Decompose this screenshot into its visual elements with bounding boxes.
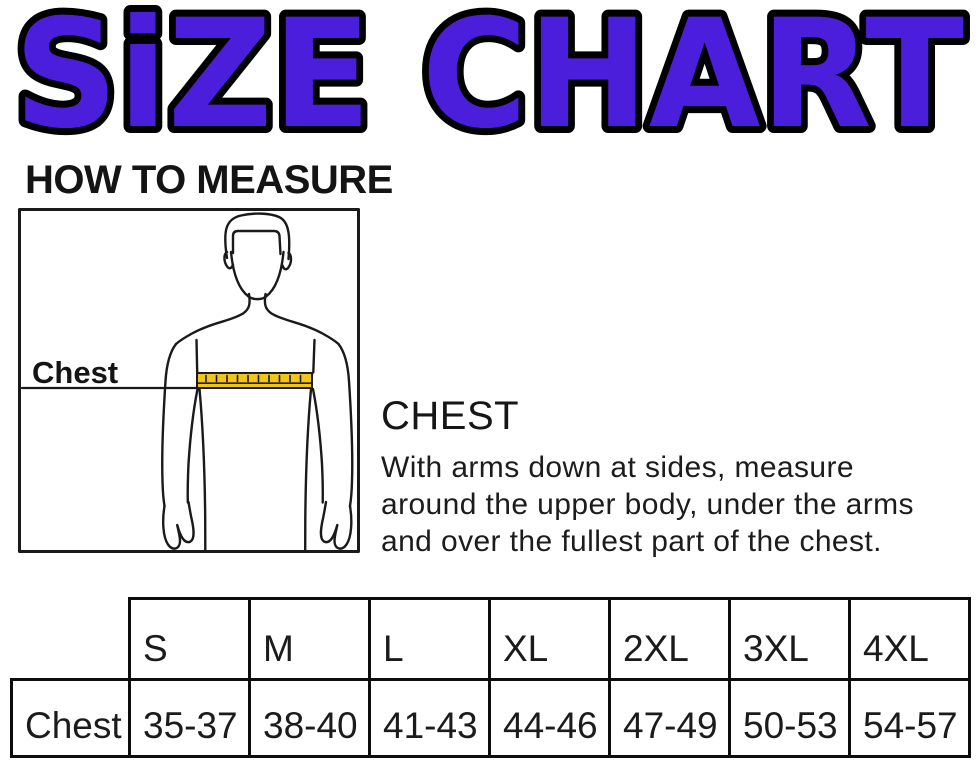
male-torso-figure-icon [18,208,360,553]
chest-section-description [381,449,914,560]
header-size-l: L [370,599,490,680]
table-header-row [12,599,970,680]
header-size-2xl: 2XL [610,599,730,680]
size-chart-title-art [0,0,978,152]
description-line-3: and over the fullest part of the chest. [381,525,882,558]
right-chest-edge [313,340,314,373]
table-chest-row [12,680,970,757]
chest-value-xl: 44-46 [490,680,610,757]
header-size-3xl: 3XL [730,599,850,680]
row-label-chest: Chest [12,680,130,757]
chest-value-m: 38-40 [250,680,370,757]
chest-value-l: 41-43 [370,680,490,757]
description-line-2: around the upper body, under the arms [381,488,914,521]
description-line-1: With arms down at sides, measure [381,451,854,484]
chest-value-s: 35-37 [130,680,250,757]
size-table-container [10,597,971,758]
header-size-m: M [250,599,370,680]
chest-value-2xl: 47-49 [610,680,730,757]
chest-diagram-label: Chest [32,355,119,390]
measure-diagram [18,208,360,553]
size-chart-title-text: SiZE CHART [14,0,964,152]
header-size-xl: XL [490,599,610,680]
left-chest-edge [197,340,198,373]
measuring-tape-icon [197,373,312,388]
how-to-measure-heading: HOW TO MEASURE [25,158,393,202]
header-size-s: S [130,599,250,680]
header-spacer-cell [12,599,130,680]
chest-section-heading: CHEST [381,394,520,438]
header-size-4xl: 4XL [850,599,970,680]
page-title [0,0,978,152]
size-chart-table [10,597,971,758]
chest-value-4xl: 54-57 [850,680,970,757]
chest-value-3xl: 50-53 [730,680,850,757]
